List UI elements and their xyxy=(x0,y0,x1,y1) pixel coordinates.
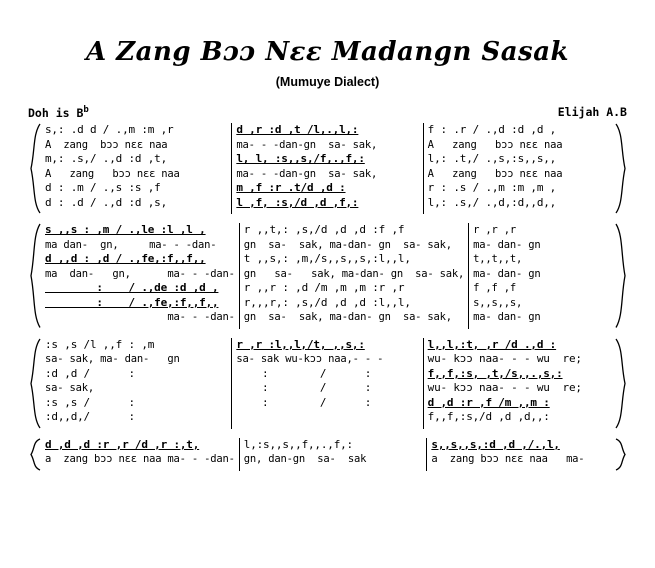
music-system xyxy=(26,123,629,214)
tonic-solfa-line: :d,,d,/ : xyxy=(45,410,135,424)
lyric-line: ma- dan- gn xyxy=(473,311,541,324)
lyric-line: ma- - -dan- xyxy=(45,311,235,324)
staff xyxy=(41,123,614,214)
brace-left-icon xyxy=(28,338,41,429)
lyric-line: ma dan- gn, ma- - -dan- xyxy=(45,238,217,251)
page-subtitle: (Mumuye Dialect) xyxy=(275,74,380,89)
tonic-solfa-line: r ,,t,: ,s,/d ,d ,d :f ,f xyxy=(243,223,405,237)
lyric-line: sa- sak wu-kɔɔ naa,- - - xyxy=(236,353,384,366)
tonic-solfa-line: l,: .t,/ .,s,:s,,s,, xyxy=(427,152,557,166)
tonic-solfa-line: l,: .s,/ .,d,:d,,d,, xyxy=(427,195,557,209)
measure xyxy=(423,123,614,214)
tonic-solfa-line: : / : xyxy=(236,366,372,380)
tonic-solfa-line: f,,f,:s,/d ,d ,d,,: xyxy=(427,410,550,424)
tonic-solfa-line: s,: .d d / .,m :m ,r xyxy=(45,123,174,137)
measure xyxy=(239,223,468,329)
tonic-solfa-line: r,,,r,: ,s,/d ,d ,d :l,,l, xyxy=(243,295,411,309)
brace-left-icon xyxy=(28,438,41,471)
tonic-solfa-line: r ,r :l,,l,/t, ,,s,: xyxy=(236,337,365,351)
tonic-solfa-line: :s ,s /l ,,f : ,m xyxy=(45,337,155,351)
tonic-solfa-line: : / : xyxy=(236,381,372,395)
measure xyxy=(239,438,427,471)
composer-name: Elijah A.B xyxy=(557,105,627,120)
tonic-solfa-line: s,,s,,s,:d ,d ,/.,l, xyxy=(431,437,560,451)
tonic-solfa-line: f,,f,:s, ,t,/s,,.,s,: xyxy=(427,366,563,380)
tonic-solfa-line: d ,d :r ,f /m ,,m : xyxy=(427,395,550,409)
lyric-line: sa- sak, xyxy=(45,382,94,395)
measure xyxy=(41,438,239,471)
music-systems xyxy=(26,123,629,471)
brace-right-icon xyxy=(614,438,627,471)
flat-symbol: b xyxy=(83,104,89,115)
lyric-line: ma- - -dan-gn sa- sak, xyxy=(236,167,378,180)
measure xyxy=(41,223,239,329)
tonic-solfa-line: : / : xyxy=(236,395,372,409)
key-label: Doh is B xyxy=(28,105,84,120)
tonic-solfa-line: : / .,de :d ,d , xyxy=(45,281,219,295)
page-title: A Zang Bɔɔ Nɛɛ Madangn Sasak xyxy=(85,37,570,67)
lyric-line: gn, dan-gn sa- sak xyxy=(243,453,367,466)
tonic-solfa-line: l,:s,,s,,f,,.,f,: xyxy=(243,437,353,451)
key-signature xyxy=(28,105,89,120)
measure xyxy=(41,123,231,214)
lyric-line: gn sa- sak, ma-dan- gn sa- sak, xyxy=(243,238,452,251)
tonic-solfa-line: wu- kɔɔ naa- - - wu re; xyxy=(427,381,582,395)
brace-left-icon xyxy=(28,123,41,214)
sheet-music-page xyxy=(0,38,655,568)
lyric-line: ma- - -dan-gn sa- sak, xyxy=(236,138,378,151)
lyric-line: A zang bɔɔ nɛɛ naa xyxy=(427,138,563,151)
measure xyxy=(231,123,422,214)
tonic-solfa-line: r : .s / .,m :m ,m , xyxy=(427,181,557,195)
lyric-line: gn sa- sak, ma-dan- gn sa- sak, xyxy=(243,311,452,324)
measure xyxy=(426,438,614,471)
tonic-solfa-line: :s ,s / : xyxy=(45,395,135,409)
tonic-solfa-line: m ,f :r .t/d ,d : xyxy=(236,181,346,195)
lyric-line: A zang bɔɔ nɛɛ naa xyxy=(45,138,168,151)
brace-left-icon xyxy=(28,223,41,329)
lyric-line: r ,r ,r xyxy=(473,224,517,237)
measure xyxy=(41,338,231,429)
lyric-line: a zang bɔɔ nɛɛ naa ma- - -dan- xyxy=(45,453,235,466)
lyric-line: ma- dan- gn xyxy=(473,238,541,251)
lyric-line: gn sa- sak, ma-dan- gn sa- sak, xyxy=(243,267,465,280)
lyric-line: a zang bɔɔ nɛɛ naa ma- xyxy=(431,453,585,466)
music-system xyxy=(26,338,629,429)
tonic-solfa-line: wu- kɔɔ naa- - - wu re; xyxy=(427,352,582,366)
lyric-line: s,,s,,s, xyxy=(473,296,523,309)
staff xyxy=(41,223,614,329)
tonic-solfa-line: l, l, :s,,s,/f,.,f,: xyxy=(236,152,365,166)
tonic-solfa-line: d ,,d : ,d / .,fe,:f,,f,, xyxy=(45,252,206,266)
tonic-solfa-line: d ,r :d ,t /l,.,l,: xyxy=(236,123,359,137)
lyric-line: sa- sak, ma- dan- gn xyxy=(45,353,180,366)
lyric-line: f ,f ,f xyxy=(473,282,517,295)
brace-right-icon xyxy=(614,223,627,329)
key-and-composer-line xyxy=(28,105,627,120)
measure xyxy=(423,338,614,429)
tonic-solfa-line: l,,l,:t, ,r /d .,d : xyxy=(427,337,557,351)
lyric-line: ma- dan- gn xyxy=(473,267,541,280)
tonic-solfa-line: l ,f, :s,/d ,d ,f,: xyxy=(236,195,359,209)
brace-right-icon xyxy=(614,338,627,429)
tonic-solfa-line: r ,,r : ,d /m ,m ,m :r ,r xyxy=(243,281,405,295)
measure xyxy=(231,338,422,429)
tonic-solfa-line: f : .r / .,d :d ,d , xyxy=(427,123,557,137)
music-system xyxy=(26,438,629,471)
tonic-solfa-line: m,: .s,/ .,d :d ,t, xyxy=(45,152,168,166)
measure xyxy=(468,223,614,329)
staff xyxy=(41,438,614,471)
tonic-solfa-line: d : .d / .,d :d ,s, xyxy=(45,195,168,209)
tonic-solfa-line: t ,,s,: ,m,/s,,s,,s,:l,,l, xyxy=(243,252,411,266)
lyric-line: ma dan- gn, ma- - -dan- xyxy=(45,267,235,280)
lyric-line: A zang bɔɔ nɛɛ naa xyxy=(427,167,563,180)
tonic-solfa-line: :d ,d / : xyxy=(45,366,135,380)
staff xyxy=(41,338,614,429)
tonic-solfa-line: d : .m / .,s :s ,f xyxy=(45,181,161,195)
tonic-solfa-line: d ,d ,d :r ,r /d ,r :,t, xyxy=(45,437,200,451)
lyric-line: A zang bɔɔ nɛɛ naa xyxy=(45,167,180,180)
music-system xyxy=(26,223,629,329)
tonic-solfa-line: s ,,s : ,m / .,le :l ,l , xyxy=(45,223,206,237)
brace-right-icon xyxy=(614,123,627,214)
tonic-solfa-line: : / .,fe,:f,,f,, xyxy=(45,295,219,309)
lyric-line: t,,t,,t, xyxy=(473,253,523,266)
